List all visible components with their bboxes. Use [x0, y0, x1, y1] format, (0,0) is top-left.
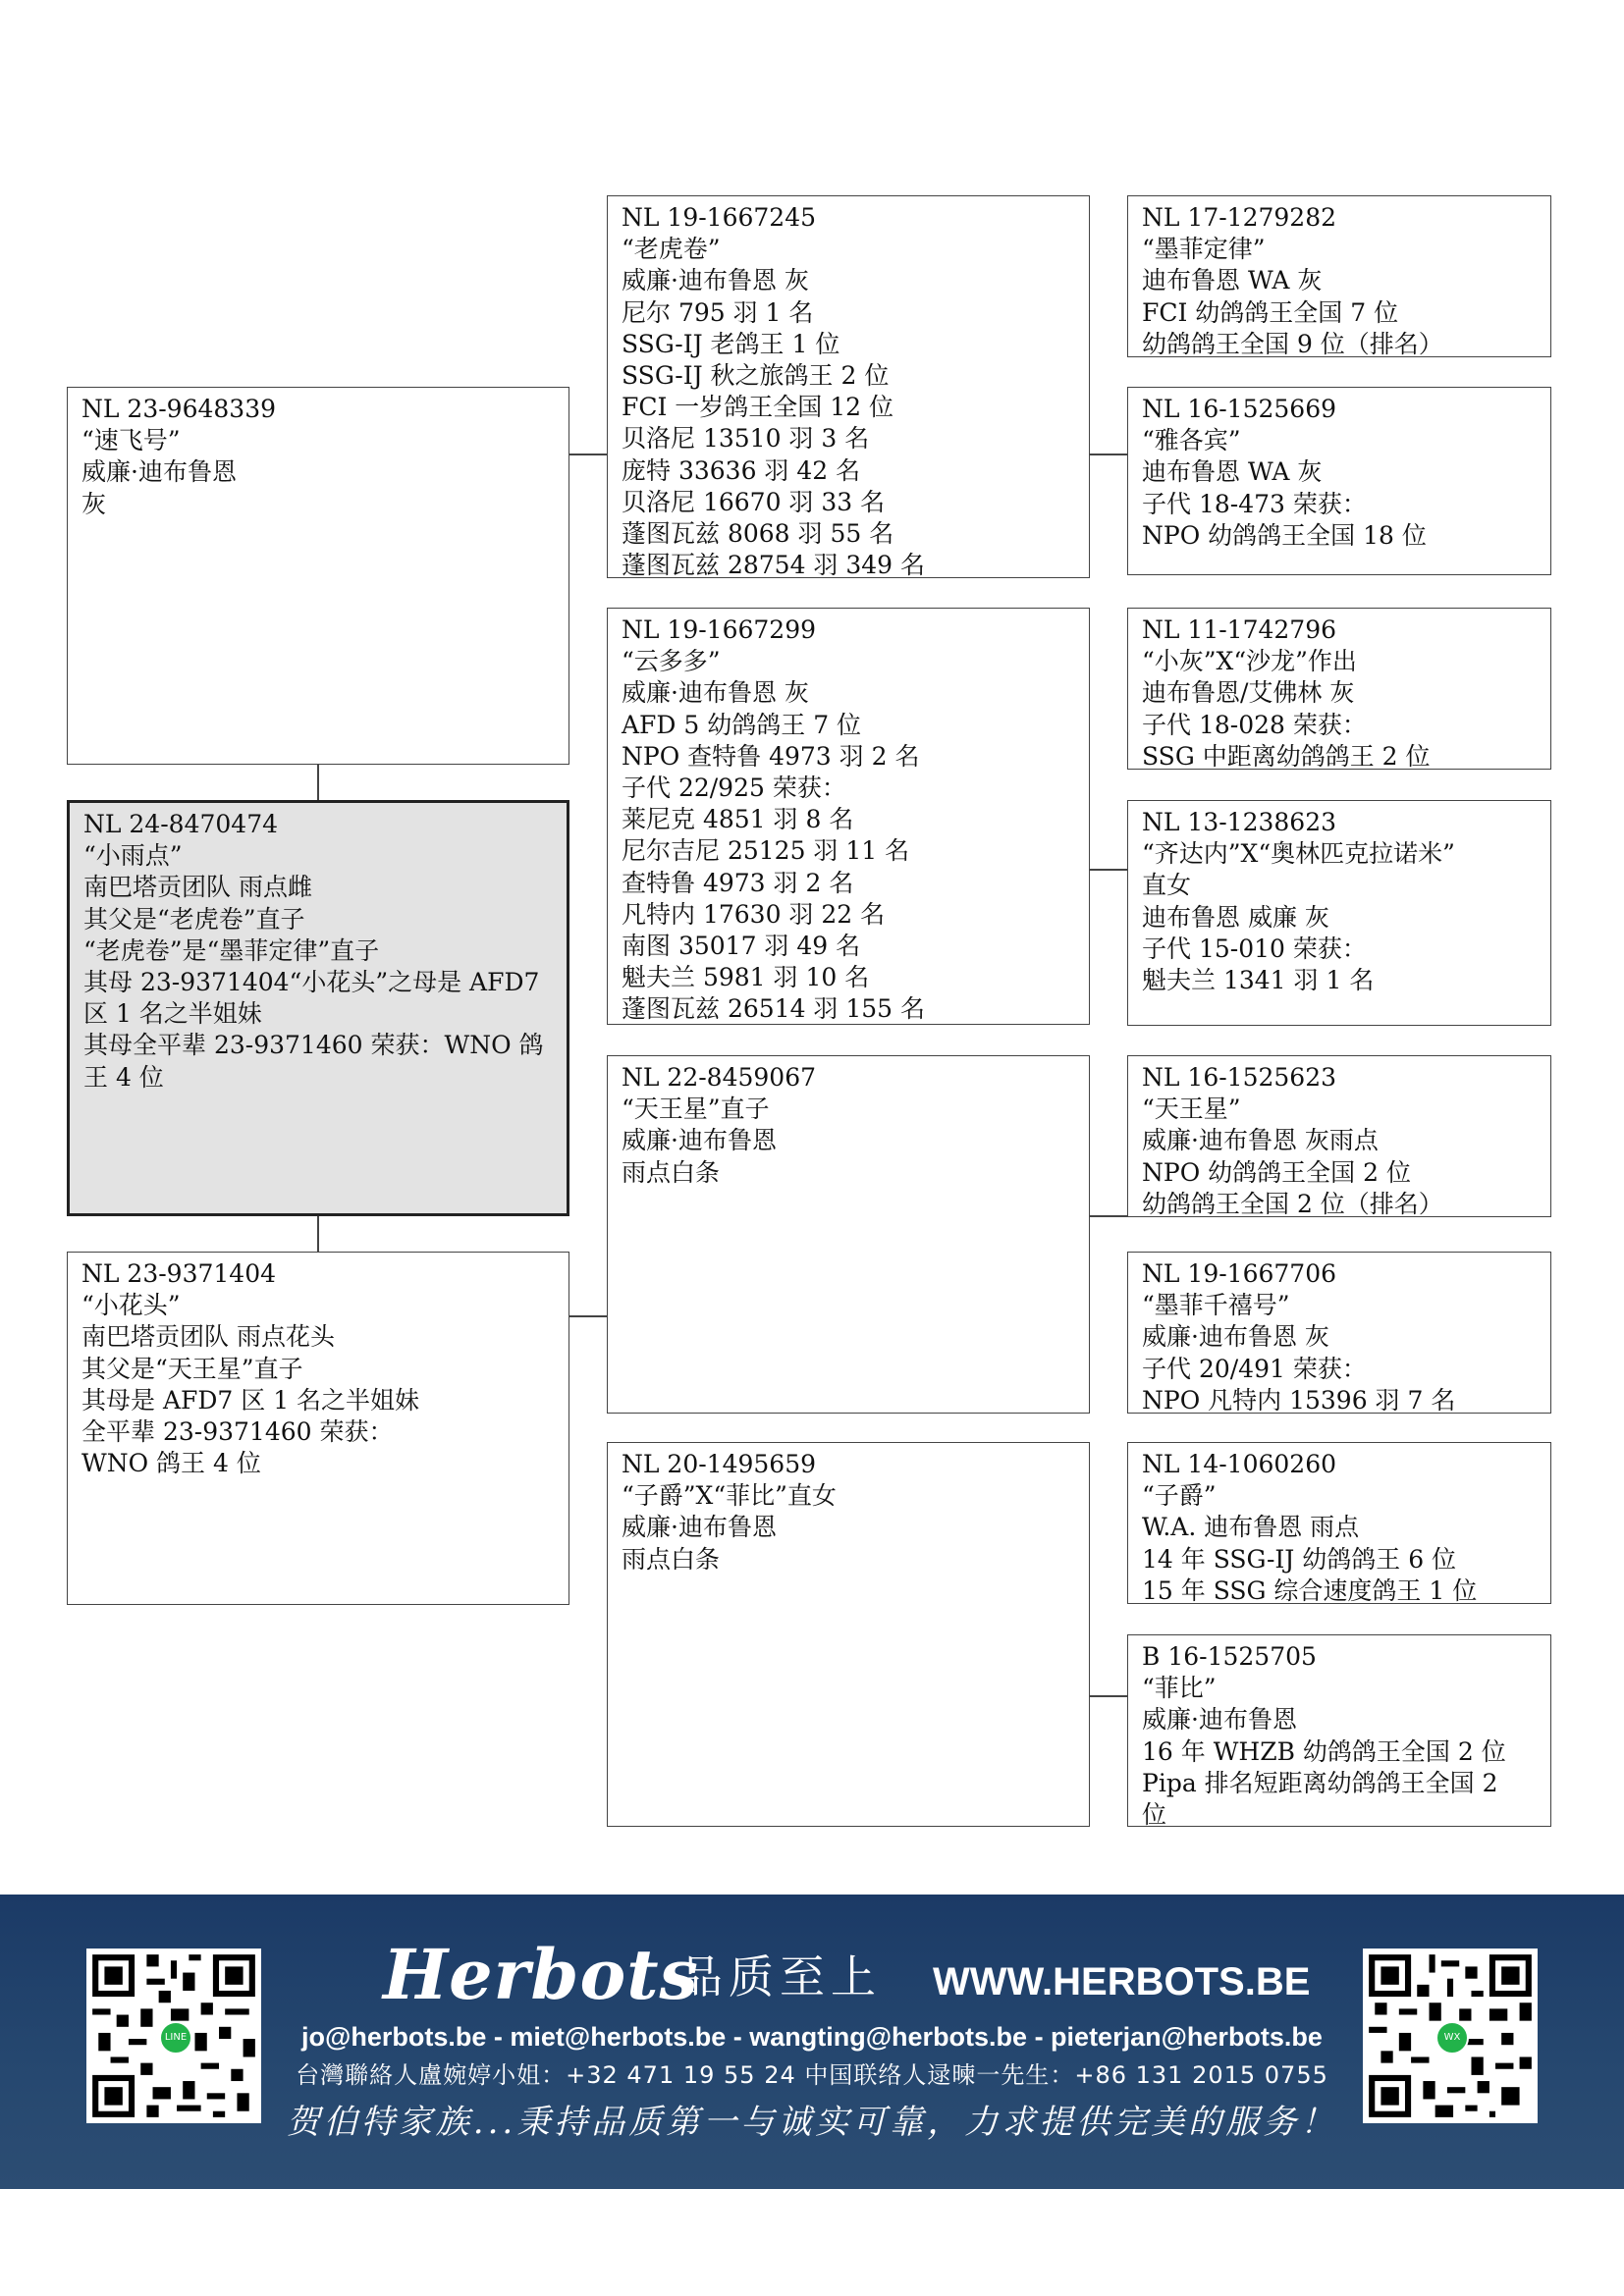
- sire-sire-line: SSG-IJ 秋之旅鸽王 2 位: [622, 361, 890, 391]
- website-link[interactable]: WWW.HERBOTS.BE: [933, 1960, 1311, 2003]
- connector: [1088, 869, 1127, 871]
- sire-line: NL 23-9648339: [81, 395, 277, 423]
- ggp-box-1: [1127, 195, 1551, 357]
- sire-sire-box: [607, 195, 1090, 578]
- dam-line: WNO 鸽王 4 位: [81, 1449, 261, 1478]
- ggp-4-line: 直女: [1142, 871, 1192, 900]
- connector: [1088, 1695, 1127, 1697]
- ggp-2-line: “雅各宾”: [1142, 426, 1241, 455]
- dam-sire-line: 威廉·迪布鲁恩: [622, 1126, 777, 1155]
- sire-sire-line: 尼尔 795 羽 1 名: [622, 297, 814, 327]
- connector: [568, 454, 607, 455]
- sire-line: “速飞号”: [81, 426, 181, 455]
- ggp-1-line: FCI 幼鸽鸽王全国 7 位: [1142, 297, 1399, 327]
- ggp-4-line: “齐达内”X“奥林匹克拉诺米”: [1142, 839, 1455, 869]
- sire-dam-line: 威廉·迪布鲁恩 灰: [622, 678, 809, 708]
- ggp-2-line: NL 16-1525669: [1142, 395, 1337, 423]
- ggp-6-line: NL 19-1667706: [1142, 1259, 1337, 1288]
- dam-line: NL 23-9371404: [81, 1259, 277, 1288]
- ggp-box-4: [1127, 800, 1551, 1026]
- sire-line: 灰: [81, 489, 107, 518]
- family-motto: 贺伯特家族...秉持品质第一与诚实可靠，力求提供完美的服务！: [286, 2103, 1338, 2142]
- subject-line: 其父是“老虎卷”直子: [83, 904, 305, 934]
- sire-dam-line: 尼尔吉尼 25125 羽 11 名: [622, 836, 910, 866]
- sire-dam-line: NPO 查特鲁 4973 羽 2 名: [622, 741, 920, 771]
- ggp-5-line: “天王星”: [1142, 1095, 1241, 1124]
- sire-box: [67, 387, 569, 765]
- sire-dam-line: 南图 35017 羽 49 名: [622, 932, 861, 961]
- sire-sire-line: 贝洛尼 16670 羽 33 名: [622, 487, 886, 516]
- ggp-box-6: [1127, 1252, 1551, 1414]
- dam-dam-line: 雨点白条: [622, 1544, 721, 1574]
- subject-line: “老虎卷”是“墨菲定律”直子: [83, 935, 380, 965]
- subject-line: NL 24-8470474: [83, 810, 279, 838]
- line-icon: LINE: [159, 2021, 192, 2055]
- sire-dam-line: 凡特内 17630 羽 22 名: [622, 899, 886, 929]
- ggp-2-line: 子代 18-473 荣获：: [1142, 489, 1367, 518]
- sire-dam-line: 魁夫兰 5981 羽 10 名: [622, 963, 870, 992]
- connector: [1088, 454, 1127, 455]
- ggp-5-line: 幼鸽鸽王全国 2 位（排名）: [1142, 1189, 1443, 1217]
- subject-line: 其母 23-9371404“小花头”之母是 AFD7 区 1 名之半姐妹: [83, 968, 540, 1029]
- sire-line: 威廉·迪布鲁恩: [81, 457, 237, 487]
- email-contacts[interactable]: jo@herbots.be - miet@herbots.be - wangting@herbots.be - pieterjan@herbots.be: [301, 2022, 1323, 2052]
- ggp-2-line: 迪布鲁恩 WA 灰: [1142, 457, 1323, 487]
- sire-sire-line: 贝洛尼 13510 羽 3 名: [622, 424, 870, 454]
- dam-dam-line: NL 20-1495659: [622, 1450, 817, 1478]
- ggp-3-line: 迪布鲁恩/艾佛林 灰: [1142, 678, 1355, 708]
- dam-sire-line: 雨点白条: [622, 1157, 721, 1187]
- sire-sire-line: 蓬图瓦兹 8068 羽 55 名: [622, 519, 894, 549]
- sire-sire-line: “老虎卷”: [622, 235, 721, 264]
- phone-contacts: 台灣聯絡人盧婉婷小姐：+32 471 19 55 24 中国联络人逯暕一先生：+86 131 2015 0755: [296, 2061, 1328, 2089]
- ggp-4-line: NL 13-1238623: [1142, 808, 1337, 836]
- sire-dam-line: NL 19-1667299: [622, 615, 817, 644]
- ggp-3-line: “小灰”X“沙龙”作出: [1142, 647, 1357, 676]
- subject-line: 其母全平辈 23-9371460 荣获：WNO 鸽王 4 位: [83, 1031, 544, 1092]
- dam-sire-line: NL 22-8459067: [622, 1063, 817, 1092]
- footer-banner: [0, 1895, 1624, 2189]
- ggp-box-2: [1127, 387, 1551, 575]
- ggp-6-line: 威廉·迪布鲁恩 灰: [1142, 1322, 1329, 1352]
- subject-box: [67, 800, 569, 1216]
- ggp-8-line: 位: [1142, 1800, 1167, 1827]
- ggp-box-8: [1127, 1634, 1551, 1827]
- connector: [317, 765, 319, 802]
- ggp-8-line: B 16-1525705: [1142, 1642, 1317, 1671]
- ggp-6-line: 子代 20/491 荣获：: [1142, 1354, 1367, 1383]
- dam-sire-box: [607, 1055, 1090, 1414]
- dam-line: 全平辈 23-9371460 荣获：: [81, 1417, 394, 1447]
- ggp-8-line: Pipa 排名短距离幼鸽鸽王全国 2: [1142, 1768, 1498, 1797]
- ggp-box-3: [1127, 608, 1551, 770]
- ggp-5-line: 威廉·迪布鲁恩 灰雨点: [1142, 1126, 1379, 1155]
- ggp-6-line: NPO 凡特内 15396 羽 7 名: [1142, 1385, 1456, 1414]
- ggp-4-line: 魁夫兰 1341 羽 1 名: [1142, 966, 1375, 995]
- herbots-logo: Herbots: [383, 1934, 699, 2015]
- wechat-qr-code[interactable]: [1363, 1949, 1538, 2123]
- ggp-3-line: SSG 中距离幼鸽鸽王 2 位: [1142, 741, 1431, 770]
- ggp-2-line: NPO 幼鸽鸽王全国 18 位: [1142, 520, 1427, 550]
- ggp-7-line: W.A. 迪布鲁恩 雨点: [1142, 1513, 1360, 1542]
- ggp-box-5: [1127, 1055, 1551, 1217]
- dam-dam-line: 威廉·迪布鲁恩: [622, 1513, 777, 1542]
- sire-dam-line: 莱尼克 4851 羽 8 名: [622, 805, 854, 834]
- brand-row: [383, 1934, 1311, 2015]
- sire-dam-line: 查特鲁 4973 羽 2 名: [622, 868, 854, 897]
- sire-sire-line: FCI 一岁鸽王全国 12 位: [622, 393, 894, 422]
- sire-dam-box: [607, 608, 1090, 1025]
- dam-box: [67, 1252, 569, 1605]
- sire-dam-line: “云多多”: [622, 647, 721, 676]
- ggp-5-line: NL 16-1525623: [1142, 1063, 1337, 1092]
- connector: [1088, 1215, 1127, 1217]
- dam-line: 南巴塔贡团队 雨点花头: [81, 1322, 335, 1352]
- connector: [317, 1214, 319, 1252]
- ggp-3-line: 子代 18-028 荣获：: [1142, 710, 1367, 739]
- ggp-4-line: 子代 15-010 荣获：: [1142, 934, 1367, 963]
- sire-sire-line: SSG-IJ 老鸽王 1 位: [622, 329, 840, 358]
- ggp-7-line: 15 年 SSG 综合速度鸽王 1 位: [1142, 1575, 1478, 1604]
- ggp-8-line: 威廉·迪布鲁恩: [1142, 1705, 1297, 1735]
- subject-line: 南巴塔贡团队 雨点雌: [83, 873, 312, 902]
- sire-dam-line: 子代 22/925 荣获：: [622, 774, 846, 803]
- dam-line: “小花头”: [81, 1291, 181, 1320]
- sire-sire-line: 庞特 33636 羽 42 名: [622, 455, 861, 485]
- dam-line: 其父是“天王星”直子: [81, 1354, 303, 1383]
- subject-line: “小雨点”: [83, 841, 183, 871]
- sire-sire-line: NL 19-1667245: [622, 203, 817, 232]
- sire-dam-line: AFD 5 幼鸽鸽王 7 位: [622, 710, 862, 739]
- ggp-7-line: 14 年 SSG-IJ 幼鸽鸽王 6 位: [1142, 1544, 1457, 1574]
- dam-dam-box: [607, 1442, 1090, 1827]
- ggp-3-line: NL 11-1742796: [1142, 615, 1337, 644]
- ggp-6-line: “墨菲千禧号”: [1142, 1291, 1290, 1320]
- brand-slogan: 品质至上: [677, 1950, 882, 2003]
- dam-dam-line: “子爵”X“菲比”直女: [622, 1481, 837, 1511]
- sire-sire-line: 威廉·迪布鲁恩 灰: [622, 266, 809, 295]
- ggp-1-line: 幼鸽鸽王全国 9 位（排名）: [1142, 329, 1443, 357]
- ggp-7-line: “子爵”: [1142, 1481, 1217, 1511]
- ggp-4-line: 迪布鲁恩 威廉 灰: [1142, 902, 1329, 932]
- wechat-icon: WX: [1435, 2021, 1469, 2055]
- ggp-box-7: [1127, 1442, 1551, 1604]
- ggp-8-line: 16 年 WHZB 幼鸽鸽王全国 2 位: [1142, 1736, 1506, 1766]
- dam-line: 其母是 AFD7 区 1 名之半姐妹: [81, 1385, 420, 1415]
- sire-sire-line: 蓬图瓦兹 28754 羽 349 名: [622, 551, 926, 578]
- ggp-1-line: NL 17-1279282: [1142, 203, 1337, 232]
- ggp-1-line: “墨菲定律”: [1142, 235, 1266, 264]
- ggp-1-line: 迪布鲁恩 WA 灰: [1142, 266, 1323, 295]
- dam-sire-line: “天王星”直子: [622, 1095, 770, 1124]
- ggp-5-line: NPO 幼鸽鸽王全国 2 位: [1142, 1157, 1411, 1187]
- sire-dam-line: 蓬图瓦兹 26514 羽 155 名: [622, 994, 926, 1024]
- connector: [568, 1315, 607, 1317]
- ggp-8-line: “菲比”: [1142, 1674, 1217, 1703]
- ggp-7-line: NL 14-1060260: [1142, 1450, 1337, 1478]
